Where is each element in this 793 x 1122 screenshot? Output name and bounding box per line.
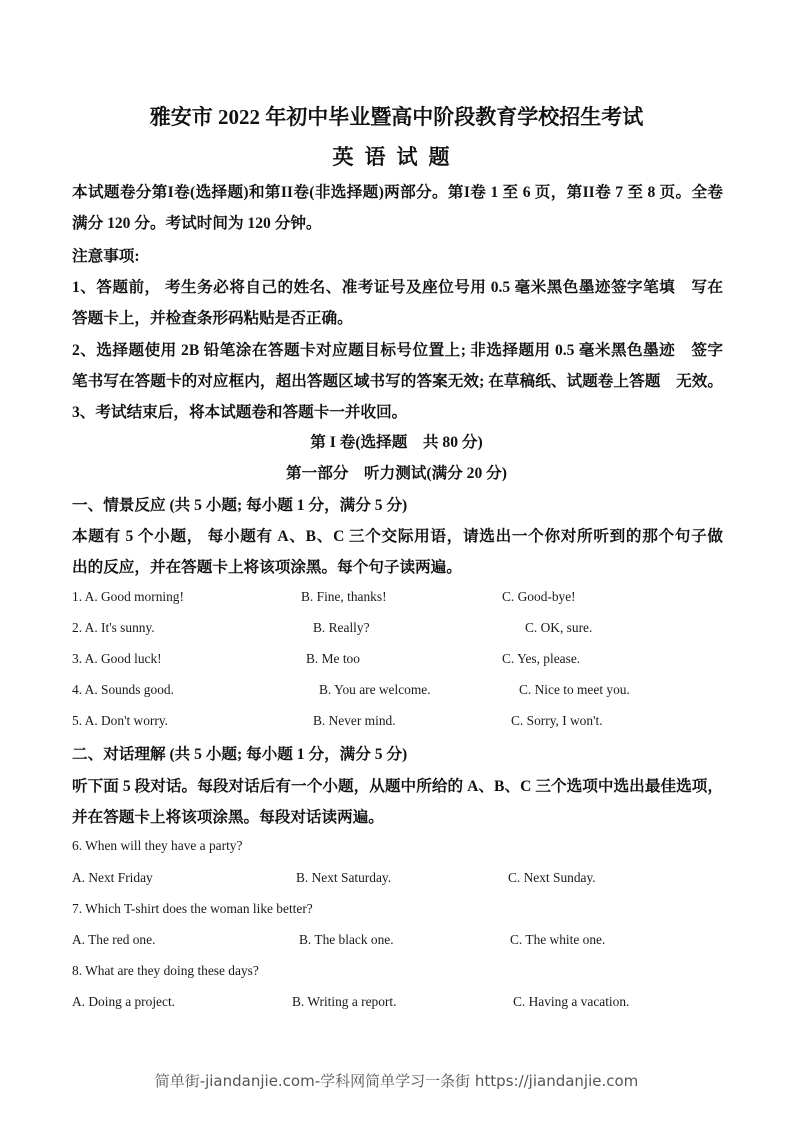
option-a: 1. A. Good morning! xyxy=(72,589,184,604)
option-b: B. Fine, thanks! xyxy=(301,589,387,604)
option-c: C. Sorry, I won't. xyxy=(511,713,603,728)
option-a: A. Next Friday xyxy=(72,870,153,885)
option-b: B. Next Saturday. xyxy=(296,870,392,885)
option-a: 2. A. It's sunny. xyxy=(72,620,155,635)
option-c: C. Nice to meet you. xyxy=(519,682,630,697)
option-c: C. Having a vacation. xyxy=(513,994,630,1009)
option-a: 5. A. Don't worry. xyxy=(72,713,169,728)
volume-heading: 第 I 卷(选择题 共 80 分) xyxy=(310,434,483,451)
option-b: B. You are welcome. xyxy=(319,682,431,697)
option-a: A. The red one. xyxy=(72,932,156,947)
note-line-2: 答题卡上，并检查条形码粘贴是否正确。 xyxy=(72,310,353,327)
option-c: C. Next Sunday. xyxy=(508,870,596,885)
exam-subtitle: 英语试题 xyxy=(332,145,461,169)
option-b: B. Never mind. xyxy=(313,713,396,728)
option-a: A. Doing a project. xyxy=(72,994,176,1009)
option-c: C. OK, sure. xyxy=(525,620,593,635)
option-a: 4. A. Sounds good. xyxy=(72,682,174,697)
question-text: 6. When will they have a party? xyxy=(72,838,243,853)
section2-heading: 二、对话理解 (共 5 小题; 每小题 1 分，满分 5 分) xyxy=(72,746,408,763)
notes-heading: 注意事项: xyxy=(72,248,140,265)
option-b: B. The black one. xyxy=(299,932,394,947)
section1-instructions-1: 本题有 5 个小题， 每小题有 A、B、C 三个交际用语，请选出一个你对所听到的那个句子做 xyxy=(72,528,723,545)
part-heading: 第一部分 听力测试(满分 20 分) xyxy=(286,465,507,482)
note-line-5: 3、考试结束后，将本试题卷和答题卡一并收回。 xyxy=(72,404,408,421)
note-line-4: 笔书写在答题卡的对应框内，超出答题区域书写的答案无效; 在草稿纸、试题卷上答题 无效。 xyxy=(72,373,723,390)
option-b: B. Really? xyxy=(313,620,370,635)
note-line-3: 2、选择题使用 2B 铅笔涂在答题卡对应题目标号位置上; 非选择题用 0.5 毫米黑色墨迹 签字 xyxy=(72,342,723,359)
section2-instructions-1: 听下面 5 段对话。每段对话后有一个小题，从题中所给的 A、B、C 三个选项中选出最佳选项， xyxy=(72,778,723,795)
question-text: 8. What are they doing these days? xyxy=(72,963,259,978)
exam-title: 雅安市 2022 年初中毕业暨高中阶段教育学校招生考试 xyxy=(149,105,644,129)
option-c: C. Yes, please. xyxy=(502,651,581,666)
section1-heading: 一、情景反应 (共 5 小题; 每小题 1 分，满分 5 分) xyxy=(72,497,408,514)
option-b: B. Writing a report. xyxy=(292,994,397,1009)
intro-line-1: 本试题卷分第I卷(选择题)和第II卷(非选择题)两部分。第I卷 1 至 6 页，第II卷 7 至 8 页。全卷 xyxy=(72,184,723,201)
watermark-footer: 简单街-jiandanjie.com-学科网简单学习一条街 https://jiandanjie.com xyxy=(154,1072,639,1090)
option-b: B. Me too xyxy=(306,651,360,666)
option-c: C. Good-bye! xyxy=(502,589,576,604)
question-text: 7. Which T-shirt does the woman like better? xyxy=(72,901,313,916)
intro-line-2: 满分 120 分。考试时间为 120 分钟。 xyxy=(72,215,322,232)
section1-instructions-2: 出的反应，并在答题卡上将该项涂黑。每个句子读两遍。 xyxy=(72,559,462,576)
option-a: 3. A. Good luck! xyxy=(72,651,162,666)
section2-instructions-2: 并在答题卡上将该项涂黑。每段对话读两遍。 xyxy=(72,809,384,826)
option-c: C. The white one. xyxy=(510,932,606,947)
note-line-1: 1、答题前， 考生务必将自己的姓名、准考证号及座位号用 0.5 毫米黑色墨迹签字笔填 写在 xyxy=(72,279,723,296)
